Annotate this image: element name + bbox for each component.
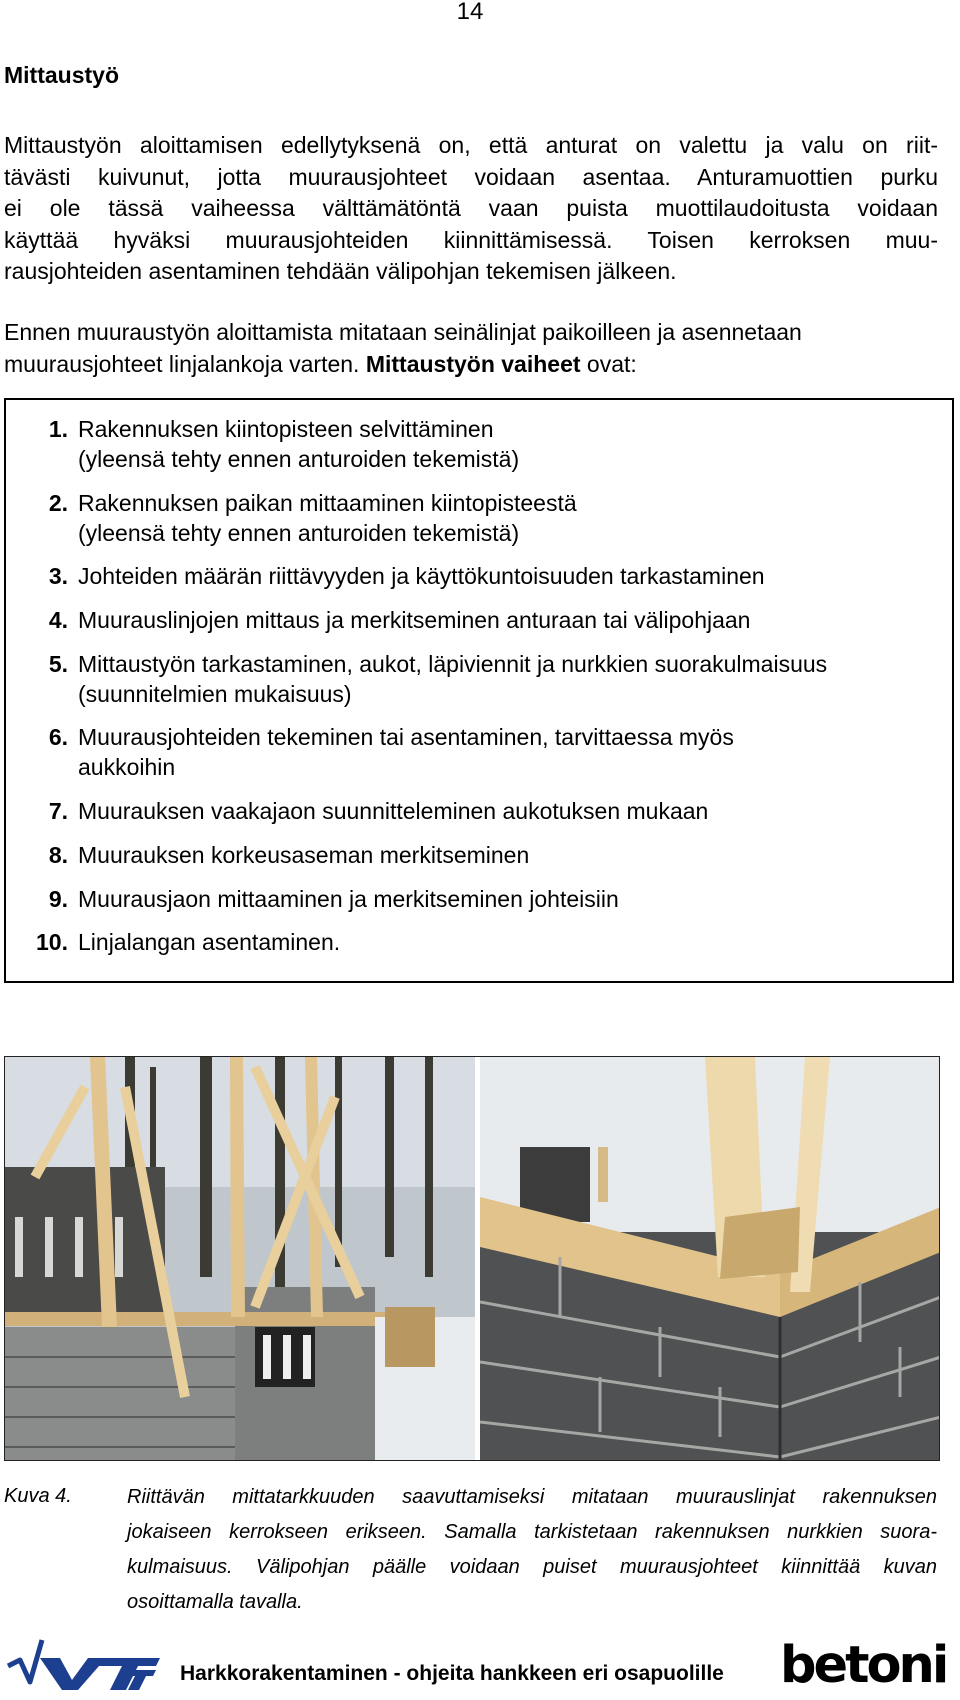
figure-photos	[4, 1056, 940, 1461]
step-text: Muurauksen vaakajaon suunnitteleminen aukotuksen mukaan	[78, 798, 709, 824]
step-text: Muurauslinjojen mittaus ja merkitseminen anturaan tai välipohjaan	[78, 607, 751, 633]
step-number: 5.	[48, 651, 68, 677]
step-number: 3.	[48, 563, 68, 589]
vtt-logo	[6, 1636, 162, 1692]
vtt-logo-icon	[6, 1636, 162, 1692]
paragraph-line: rausjohteiden asentaminen tehdään välipohjan tekemisen jälkeen.	[4, 258, 677, 284]
paragraph-line: Mittaustyön aloittamisen edellytyksenä on, että anturat on valettu ja valu on riit-	[4, 132, 938, 158]
step-number: 1.	[48, 416, 68, 442]
section-heading: Mittaustyö	[4, 62, 119, 88]
construction-site-image	[5, 1057, 475, 1461]
step-text: Rakennuksen paikan mittaaminen kiintopisteestä	[78, 490, 577, 516]
step-text: Rakennuksen kiintopisteen selvittäminen	[78, 416, 494, 442]
step-text: Muurausjohteiden tekeminen tai asentaminen, tarvittaessa myös	[78, 724, 734, 750]
footer-title: Harkkorakentaminen - ohjeita hankkeen eri osapuolille	[180, 1662, 724, 1685]
step-text: Johteiden määrän riittävyyden ja käyttökuntoisuuden tarkastaminen	[78, 563, 765, 589]
step-text: Muurausjaon mittaaminen ja merkitseminen johteisiin	[78, 886, 619, 912]
step-number: 2.	[48, 490, 68, 516]
betoni-logo-text: betoni	[780, 1636, 947, 1695]
paragraph-text-end: ovat:	[580, 350, 637, 377]
step-number: 10.	[36, 929, 68, 955]
page-number: 14	[456, 0, 484, 25]
step-number: 9.	[48, 886, 68, 912]
step-number: 6.	[48, 724, 68, 750]
paragraph-line: tävästi kuivunut, jotta muurausjohteet voidaan asentaa. Anturamuottien purku	[4, 163, 938, 190]
block-wall-corner-photo	[480, 1057, 940, 1461]
step-text: (yleensä tehty ennen anturoiden tekemistä)	[78, 446, 520, 472]
construction-site-photo	[5, 1057, 475, 1461]
figure-label: Kuva 4.	[4, 1485, 72, 1507]
paragraph-line	[4, 349, 938, 381]
paragraph-bold-text: Mittaustyön vaiheet	[365, 350, 581, 377]
step-text: (suunnitelmien mukaisuus)	[78, 681, 352, 707]
caption-line: jokaiseen kerrokseen erikseen. Samalla tarkistetaan rakennuksen nurkkien suora-	[127, 1521, 937, 1543]
caption-line: osoittamalla tavalla.	[127, 1591, 303, 1613]
paragraph-line: käyttää hyväksi muurausjohteiden kiinnittämisessä. Toisen kerroksen muu-	[4, 226, 938, 253]
figure-caption	[127, 1480, 937, 1620]
block-wall-corner-image	[480, 1057, 940, 1461]
step-text: aukkoihin	[78, 754, 176, 780]
step-text: Muurauksen korkeusaseman merkitseminen	[78, 842, 530, 868]
step-text: (yleensä tehty ennen anturoiden tekemistä)	[78, 520, 520, 546]
caption-line: kulmaisuus. Välipohjan päälle voidaan puiset muurausjohteet kiinnittää kuvan	[127, 1556, 937, 1578]
step-number: 8.	[48, 842, 68, 868]
betoni-logo	[780, 1636, 947, 1695]
paragraph-text: muurausjohteet linjalankoja varten.	[4, 350, 366, 377]
step-number: 7.	[48, 798, 68, 824]
paragraph-line: Ennen muuraustyön aloittamista mitataan seinälinjat paikoilleen ja asennetaan	[4, 319, 802, 345]
paragraph-line: ei ole tässä vaiheessa välttämätöntä vaan puista muottilaudoitusta voidaan	[4, 195, 938, 221]
second-paragraph	[4, 317, 938, 380]
caption-line: Riittävän mittatarkkuuden saavuttamiseksi mitataan muurauslinjat rakennuksen	[127, 1486, 937, 1508]
steps-box	[4, 398, 954, 983]
step-text: Linjalangan asentaminen.	[78, 929, 341, 955]
intro-paragraph	[4, 130, 938, 288]
step-text: Mittaustyön tarkastaminen, aukot, läpiviennit ja nurkkien suorakulmaisuus	[78, 651, 828, 677]
step-number: 4.	[48, 607, 68, 633]
